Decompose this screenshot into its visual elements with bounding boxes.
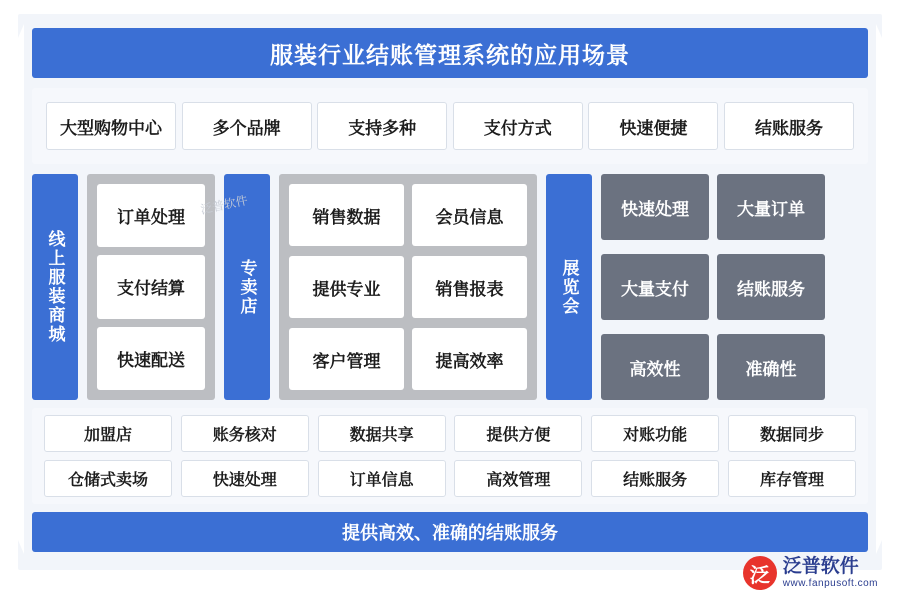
category-expo-label: 展览会 xyxy=(546,174,592,400)
top-chip-row xyxy=(32,88,868,164)
bottom-chip: 订单信息 xyxy=(318,460,446,497)
footer-banner xyxy=(32,512,868,552)
bottom-chip: 对账功能 xyxy=(591,415,719,452)
item-cell-dark: 高效性 xyxy=(601,334,709,400)
category-online-mall-label: 线上服装商城 xyxy=(32,174,78,400)
top-chip: 多个品牌 xyxy=(182,102,312,150)
logo-name-cn: 泛普软件 xyxy=(782,556,859,577)
bottom-chip-row-1 xyxy=(44,415,856,452)
logo-text xyxy=(783,557,878,589)
item-cell: 订单处理 xyxy=(97,184,205,247)
item-cell: 提供专业 xyxy=(289,256,404,318)
frame-notch-left xyxy=(8,24,24,554)
top-chip: 结账服务 xyxy=(724,102,854,150)
bottom-chip: 加盟店 xyxy=(44,415,172,452)
item-cell: 客户管理 xyxy=(289,328,404,390)
top-chip: 支付方式 xyxy=(453,102,583,150)
bottom-chip: 提供方便 xyxy=(454,415,582,452)
bottom-chip: 库存管理 xyxy=(728,460,856,497)
bottom-chip: 结账服务 xyxy=(591,460,719,497)
page-title: 服装行业结账管理系统的应用场景 xyxy=(270,41,630,68)
bottom-chip: 数据同步 xyxy=(728,415,856,452)
middle-band xyxy=(32,174,868,400)
frame-notch-right xyxy=(876,24,892,554)
item-cell-dark: 快速处理 xyxy=(601,174,709,240)
bottom-chip: 高效管理 xyxy=(454,460,582,497)
brand-logo xyxy=(743,556,878,590)
bottom-chip-grid xyxy=(32,408,868,504)
item-cell: 快速配送 xyxy=(97,327,205,390)
expo-items-group xyxy=(601,174,825,400)
item-cell: 会员信息 xyxy=(412,184,527,246)
bottom-chip-row-2 xyxy=(44,460,856,497)
bottom-chip: 账务核对 xyxy=(181,415,309,452)
bottom-chip: 快速处理 xyxy=(181,460,309,497)
item-cell-dark: 结账服务 xyxy=(717,254,825,320)
store-items-group xyxy=(279,174,537,400)
item-cell: 销售报表 xyxy=(412,256,527,318)
top-chip: 快速便捷 xyxy=(588,102,718,150)
item-cell: 支付结算 xyxy=(97,255,205,318)
item-cell: 销售数据 xyxy=(289,184,404,246)
item-cell-dark: 准确性 xyxy=(717,334,825,400)
watermark-text: 泛普软件 xyxy=(199,193,250,217)
item-cell: 提高效率 xyxy=(412,328,527,390)
item-cell-dark: 大量支付 xyxy=(601,254,709,320)
top-chip: 支持多种 xyxy=(317,102,447,150)
online-mall-items-group xyxy=(87,174,215,400)
top-chip: 大型购物中心 xyxy=(46,102,176,150)
footer-text: 提供高效、准确的结账服务 xyxy=(342,523,558,543)
logo-mark-icon: 泛 xyxy=(743,556,777,590)
diagram-title-bar xyxy=(32,28,868,78)
bottom-chip: 仓储式卖场 xyxy=(44,460,172,497)
bottom-chip: 数据共享 xyxy=(318,415,446,452)
category-store-label: 专卖店 xyxy=(224,174,270,400)
logo-name-en: www.fanpusoft.com xyxy=(782,578,878,589)
item-cell-dark: 大量订单 xyxy=(717,174,825,240)
